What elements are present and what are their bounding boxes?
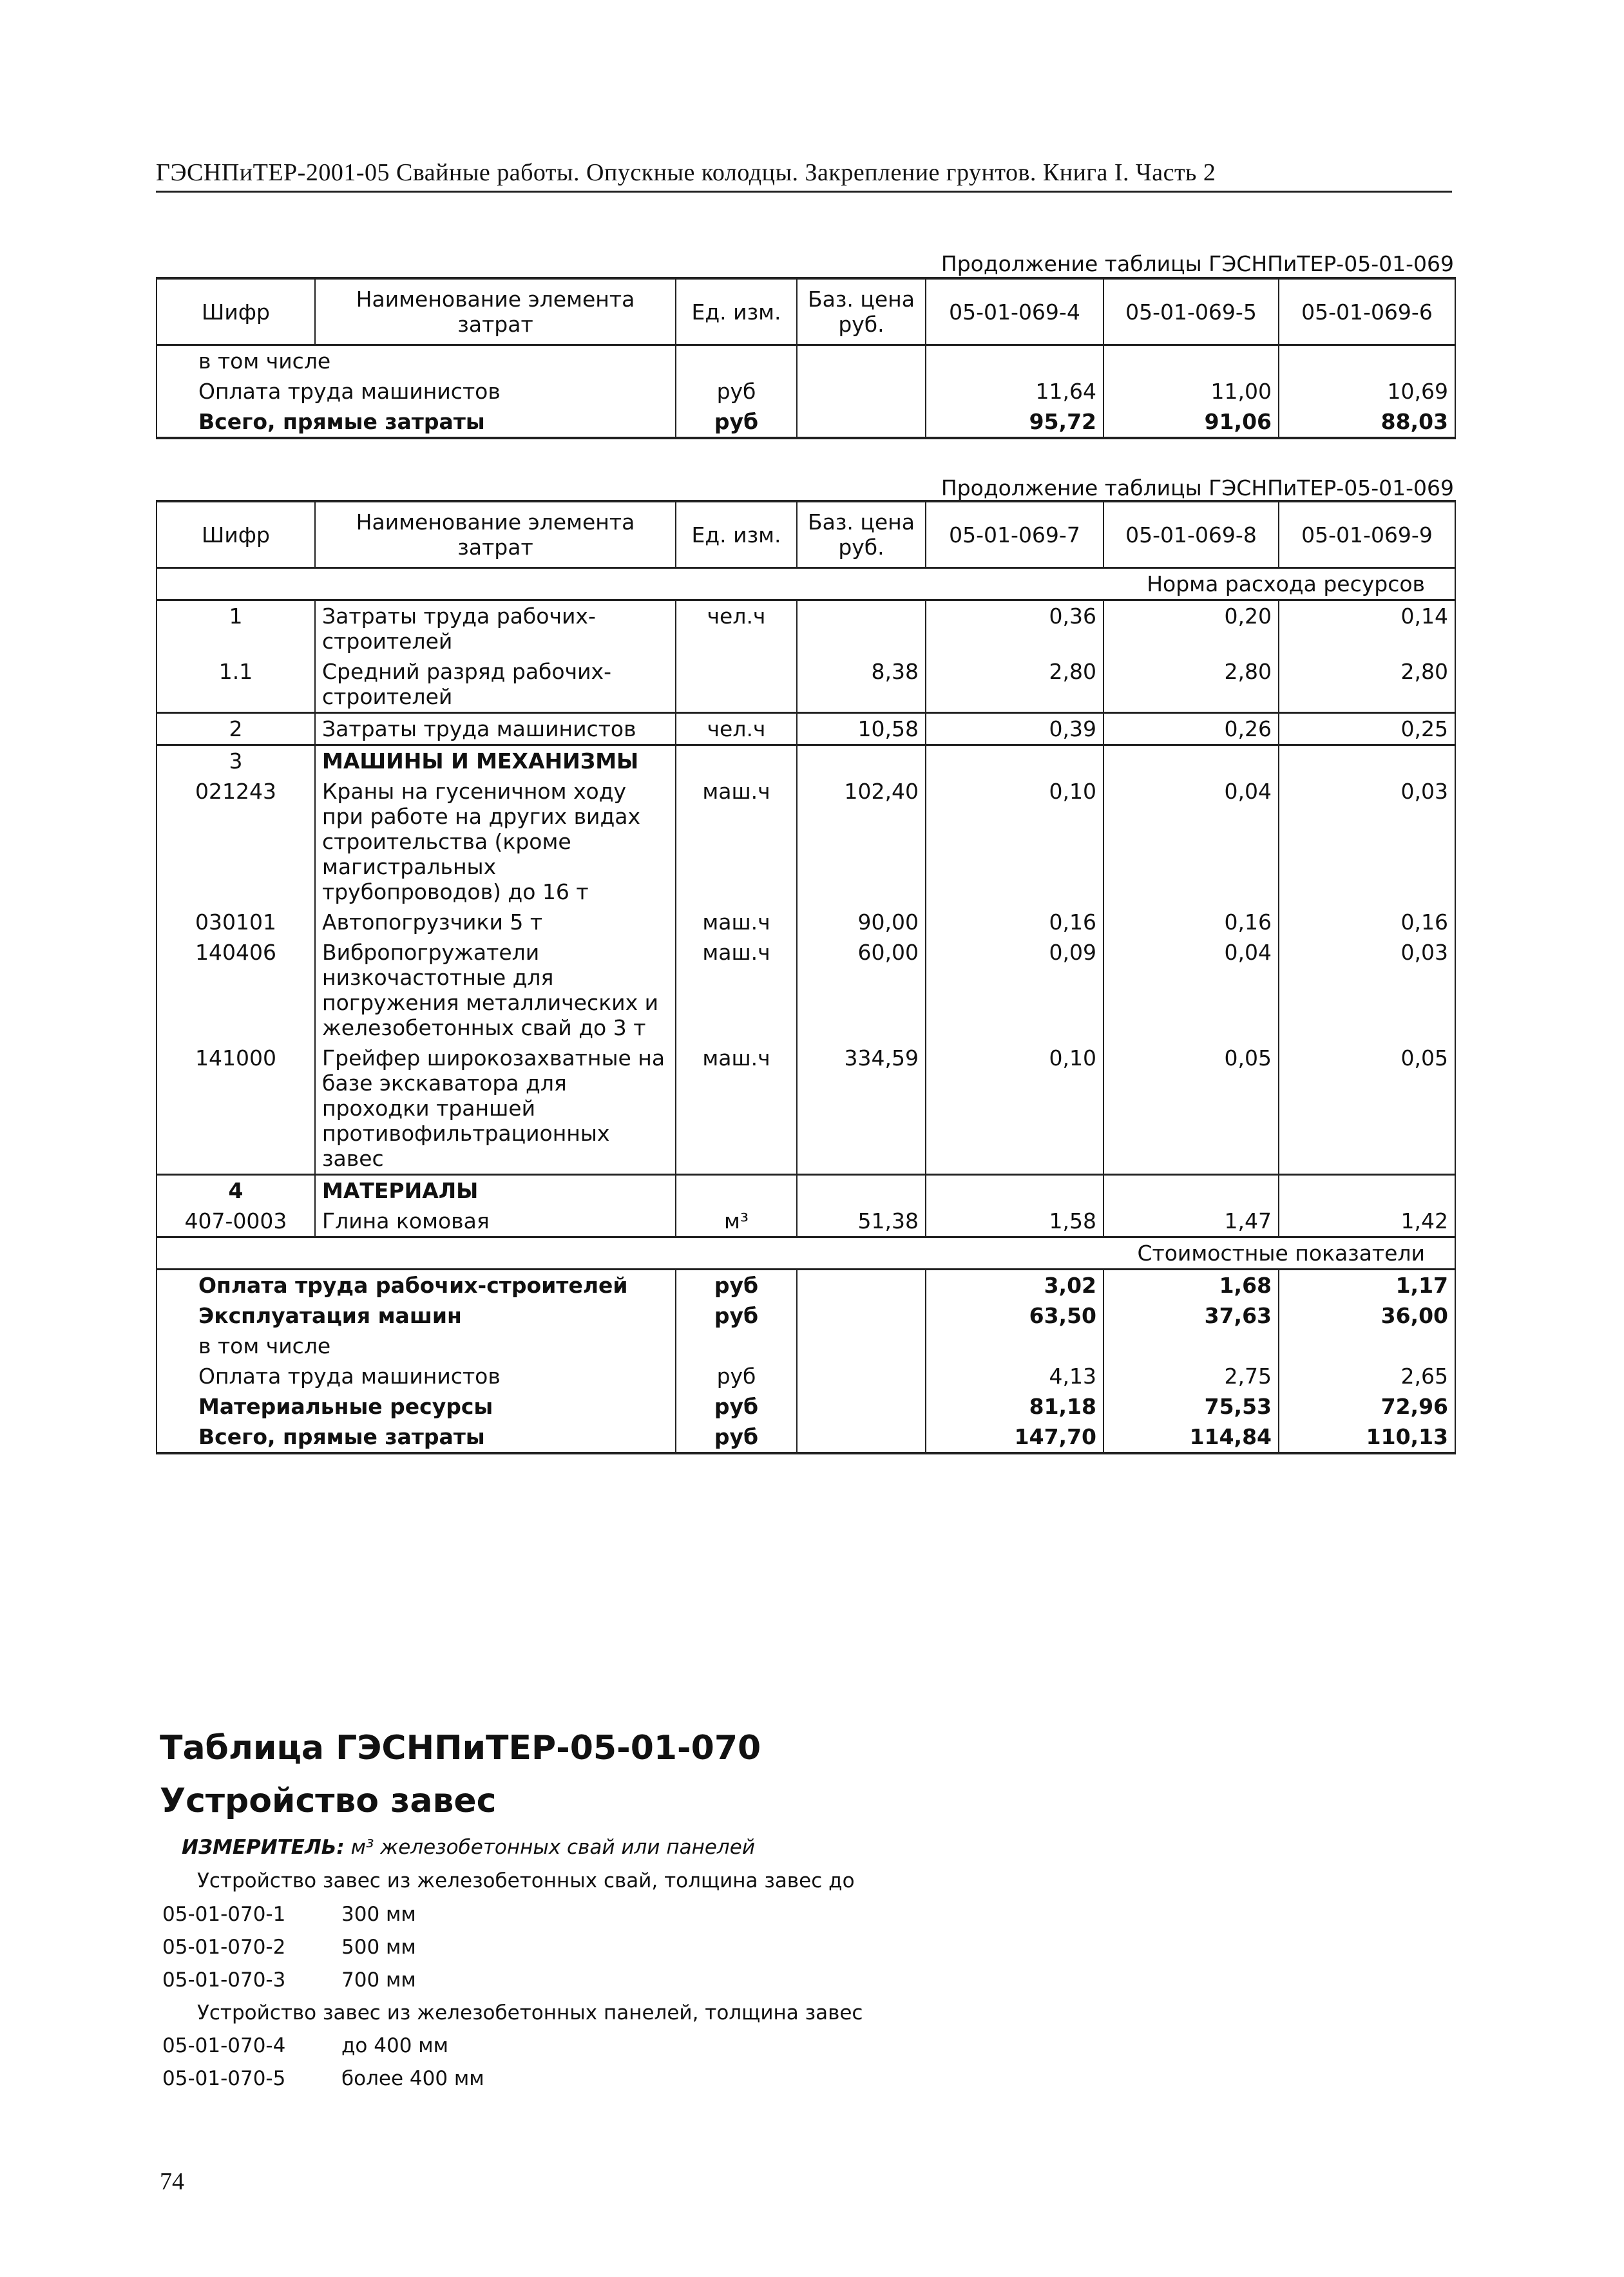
cost-label: Стоимостные показатели xyxy=(157,1237,1455,1270)
page-number: 74 xyxy=(160,2168,184,2195)
row-value-2: 91,06 xyxy=(1103,406,1279,438)
cost-row xyxy=(157,1391,1455,1422)
row-value-1 xyxy=(926,345,1103,377)
item-value: 500 мм xyxy=(341,1936,416,1959)
row-value-2: 1,47 xyxy=(1103,1206,1279,1237)
row-price: 8,38 xyxy=(797,656,926,713)
cost-row-value-3 xyxy=(1279,1331,1455,1361)
cost-row-value-1: 3,02 xyxy=(926,1270,1103,1301)
col-header-price: Баз. цена руб. xyxy=(797,501,926,568)
cost-row-unit: руб xyxy=(676,1391,797,1422)
cost-row-value-2: 1,68 xyxy=(1103,1270,1279,1301)
cost-row-value-3: 72,96 xyxy=(1279,1391,1455,1422)
row-unit xyxy=(676,345,797,377)
row-value-1 xyxy=(926,1175,1103,1206)
col-header-code: Шифр xyxy=(157,501,315,568)
row-name: Оплата труда машинистов xyxy=(157,376,676,406)
table-row xyxy=(157,776,1455,907)
col-header-1: 05-01-069-4 xyxy=(926,278,1103,345)
running-head: ГЭСНПиТЕР-2001-05 Свайные работы. Опускные колодцы. Закрепление грунтов. Книга I. Часть 2 xyxy=(156,159,1216,186)
row-value-3: 88,03 xyxy=(1279,406,1455,438)
item-code: 05-01-070-1 xyxy=(162,1903,286,1926)
row-value-3: 0,03 xyxy=(1279,937,1455,1043)
row-code: 1.1 xyxy=(157,656,315,713)
col-header-code: Шифр xyxy=(157,278,315,345)
col-header-unit: Ед. изм. xyxy=(676,501,797,568)
row-value-2 xyxy=(1103,745,1279,777)
cost-row xyxy=(157,1361,1455,1391)
row-code: 2 xyxy=(157,713,315,745)
row-price xyxy=(797,406,926,438)
row-value-3: 0,05 xyxy=(1279,1043,1455,1175)
row-name: Краны на гусеничном ходу при работе на других видах строительства (кроме магистральных трубопроводов) до 16 т xyxy=(315,776,676,907)
cost-row-unit xyxy=(676,1331,797,1361)
table-row xyxy=(157,406,1455,438)
row-code: 021243 xyxy=(157,776,315,907)
row-unit: маш.ч xyxy=(676,937,797,1043)
row-value-3: 2,80 xyxy=(1279,656,1455,713)
row-value-3 xyxy=(1279,1175,1455,1206)
col-header-name: Наименование элемента затрат xyxy=(315,501,676,568)
row-value-3: 0,16 xyxy=(1279,907,1455,937)
table-row xyxy=(157,376,1455,406)
norm-label-row xyxy=(157,568,1455,600)
row-value-1: 1,58 xyxy=(926,1206,1103,1237)
cost-row xyxy=(157,1270,1455,1301)
cost-row-unit: руб xyxy=(676,1361,797,1391)
row-name: Средний разряд рабочих-строителей xyxy=(315,656,676,713)
row-code: 3 xyxy=(157,745,315,777)
cost-row-value-3: 36,00 xyxy=(1279,1300,1455,1331)
row-price xyxy=(797,745,926,777)
row-name: Автопогрузчики 5 т xyxy=(315,907,676,937)
row-name: Глина комовая xyxy=(315,1206,676,1237)
row-price: 51,38 xyxy=(797,1206,926,1237)
row-value-1: 95,72 xyxy=(926,406,1103,438)
row-code: 1 xyxy=(157,600,315,657)
row-code: 4 xyxy=(157,1175,315,1206)
cost-row-value-3: 110,13 xyxy=(1279,1422,1455,1453)
row-name: МАШИНЫ И МЕХАНИЗМЫ xyxy=(315,745,676,777)
row-name: МАТЕРИАЛЫ xyxy=(315,1175,676,1206)
row-price: 10,58 xyxy=(797,713,926,745)
cost-row-name: Эксплуатация машин xyxy=(157,1300,676,1331)
measure-text: м³ железобетонных свай или панелей xyxy=(350,1836,755,1859)
header-rule xyxy=(156,191,1452,193)
row-value-1 xyxy=(926,745,1103,777)
row-value-3: 0,14 xyxy=(1279,600,1455,657)
cost-row-price xyxy=(797,1270,926,1301)
table-row xyxy=(157,1206,1455,1237)
row-value-1: 0,16 xyxy=(926,907,1103,937)
cost-row xyxy=(157,1331,1455,1361)
section-subtitle: Устройство завес xyxy=(160,1782,497,1820)
row-unit: руб xyxy=(676,406,797,438)
col-header-3: 05-01-069-6 xyxy=(1279,278,1455,345)
cost-row-value-2: 114,84 xyxy=(1103,1422,1279,1453)
row-value-3: 1,42 xyxy=(1279,1206,1455,1237)
table-row xyxy=(157,937,1455,1043)
row-value-2: 0,16 xyxy=(1103,907,1279,937)
item-value: более 400 мм xyxy=(341,2067,484,2090)
cost-row-price xyxy=(797,1300,926,1331)
row-value-1: 0,10 xyxy=(926,776,1103,907)
cost-row-unit: руб xyxy=(676,1422,797,1453)
col-header-2: 05-01-069-8 xyxy=(1103,501,1279,568)
col-header-1: 05-01-069-7 xyxy=(926,501,1103,568)
row-price: 334,59 xyxy=(797,1043,926,1175)
cost-row-price xyxy=(797,1331,926,1361)
cost-row-price xyxy=(797,1361,926,1391)
item-code: 05-01-070-2 xyxy=(162,1936,286,1959)
cost-row-name: Оплата труда машинистов xyxy=(157,1361,676,1391)
cost-row-unit: руб xyxy=(676,1300,797,1331)
row-unit: чел.ч xyxy=(676,713,797,745)
table-b-header xyxy=(157,501,1455,568)
row-code: 030101 xyxy=(157,907,315,937)
cost-row-value-1 xyxy=(926,1331,1103,1361)
row-value-3 xyxy=(1279,745,1455,777)
row-value-1: 2,80 xyxy=(926,656,1103,713)
item-value: 700 мм xyxy=(341,1968,416,1992)
item-value: до 400 мм xyxy=(341,2034,449,2057)
row-value-2: 0,04 xyxy=(1103,776,1279,907)
row-name: Всего, прямые затраты xyxy=(157,406,676,438)
row-name: Вибропогружатели низкочастотные для погружения металлических и железобетонных свай до 3 т xyxy=(315,937,676,1043)
row-unit: м³ xyxy=(676,1206,797,1237)
item-code: 05-01-070-4 xyxy=(162,2034,286,2057)
norm-label: Норма расхода ресурсов xyxy=(157,568,1455,600)
col-header-unit: Ед. изм. xyxy=(676,278,797,345)
col-header-name: Наименование элемента затрат xyxy=(315,278,676,345)
row-code: 141000 xyxy=(157,1043,315,1175)
item-code: 05-01-070-5 xyxy=(162,2067,286,2090)
cost-row-value-3: 1,17 xyxy=(1279,1270,1455,1301)
row-value-2: 0,04 xyxy=(1103,937,1279,1043)
table-a-header xyxy=(157,278,1455,345)
table-row xyxy=(157,345,1455,377)
row-name: Затраты труда машинистов xyxy=(315,713,676,745)
row-value-1: 0,39 xyxy=(926,713,1103,745)
row-price: 90,00 xyxy=(797,907,926,937)
col-header-3: 05-01-069-9 xyxy=(1279,501,1455,568)
table-a-caption: Продолжение таблицы ГЭСНПиТЕР-05-01-069 xyxy=(941,251,1454,276)
row-price xyxy=(797,600,926,657)
row-unit: руб xyxy=(676,376,797,406)
row-code: 407-0003 xyxy=(157,1206,315,1237)
table-b-caption: Продолжение таблицы ГЭСНПиТЕР-05-01-069 xyxy=(941,475,1454,500)
item-value: 300 мм xyxy=(341,1903,416,1926)
cost-row-value-1: 81,18 xyxy=(926,1391,1103,1422)
section-row xyxy=(157,1175,1455,1206)
row-value-3: 0,25 xyxy=(1279,713,1455,745)
table-b xyxy=(156,500,1456,1454)
cost-row-name: Оплата труда рабочих-строителей xyxy=(157,1270,676,1301)
cost-row-value-2: 37,63 xyxy=(1103,1300,1279,1331)
row-value-1: 0,36 xyxy=(926,600,1103,657)
row-price: 102,40 xyxy=(797,776,926,907)
cost-row-value-1: 4,13 xyxy=(926,1361,1103,1391)
row-value-2: 0,26 xyxy=(1103,713,1279,745)
table-row xyxy=(157,600,1455,657)
row-name: в том числе xyxy=(157,345,676,377)
row-value-2: 11,00 xyxy=(1103,376,1279,406)
row-unit: маш.ч xyxy=(676,776,797,907)
row-value-1: 0,10 xyxy=(926,1043,1103,1175)
row-value-3 xyxy=(1279,345,1455,377)
measure-label: ИЗМЕРИТЕЛЬ: xyxy=(182,1836,345,1859)
measure-line xyxy=(182,1836,755,1859)
row-unit xyxy=(676,656,797,713)
cost-row-name: Материальные ресурсы xyxy=(157,1391,676,1422)
cost-row-price xyxy=(797,1391,926,1422)
row-value-2: 0,20 xyxy=(1103,600,1279,657)
cost-row-value-2: 75,53 xyxy=(1103,1391,1279,1422)
cost-row-value-3: 2,65 xyxy=(1279,1361,1455,1391)
row-value-2: 2,80 xyxy=(1103,656,1279,713)
row-unit xyxy=(676,745,797,777)
row-unit: маш.ч xyxy=(676,1043,797,1175)
table-a xyxy=(156,277,1456,439)
row-name: Грейфер широкозахватные на базе экскаватора для проходки траншей противофильтрационных завес xyxy=(315,1043,676,1175)
row-price xyxy=(797,345,926,377)
row-price xyxy=(797,1175,926,1206)
cost-label-row xyxy=(157,1237,1455,1270)
row-unit: чел.ч xyxy=(676,600,797,657)
col-header-2: 05-01-069-5 xyxy=(1103,278,1279,345)
row-unit: маш.ч xyxy=(676,907,797,937)
cost-row-value-2 xyxy=(1103,1331,1279,1361)
row-unit xyxy=(676,1175,797,1206)
row-value-2 xyxy=(1103,1175,1279,1206)
table-row xyxy=(157,656,1455,713)
cost-row xyxy=(157,1300,1455,1331)
cost-row-value-1: 147,70 xyxy=(926,1422,1103,1453)
item-code: 05-01-070-3 xyxy=(162,1968,286,1992)
group-2-text: Устройство завес из железобетонных панелей, толщина завес xyxy=(197,2001,863,2025)
row-value-2 xyxy=(1103,345,1279,377)
cost-row-value-2: 2,75 xyxy=(1103,1361,1279,1391)
row-price xyxy=(797,376,926,406)
section-title: Таблица ГЭСНПиТЕР-05-01-070 xyxy=(160,1729,761,1767)
group-1-text: Устройство завес из железобетонных свай, толщина завес до xyxy=(197,1869,855,1892)
section-row xyxy=(157,745,1455,777)
cost-row-price xyxy=(797,1422,926,1453)
cost-row-unit: руб xyxy=(676,1270,797,1301)
cost-row-name: в том числе xyxy=(157,1331,676,1361)
table-row xyxy=(157,1043,1455,1175)
row-name: Затраты труда рабочих-строителей xyxy=(315,600,676,657)
row-value-3: 10,69 xyxy=(1279,376,1455,406)
table-row xyxy=(157,907,1455,937)
row-value-2: 0,05 xyxy=(1103,1043,1279,1175)
row-value-1: 11,64 xyxy=(926,376,1103,406)
row-value-1: 0,09 xyxy=(926,937,1103,1043)
table-row xyxy=(157,713,1455,745)
row-code: 140406 xyxy=(157,937,315,1043)
row-value-3: 0,03 xyxy=(1279,776,1455,907)
col-header-price: Баз. цена руб. xyxy=(797,278,926,345)
row-price: 60,00 xyxy=(797,937,926,1043)
cost-row-value-1: 63,50 xyxy=(926,1300,1103,1331)
cost-row-name: Всего, прямые затраты xyxy=(157,1422,676,1453)
cost-row xyxy=(157,1422,1455,1453)
